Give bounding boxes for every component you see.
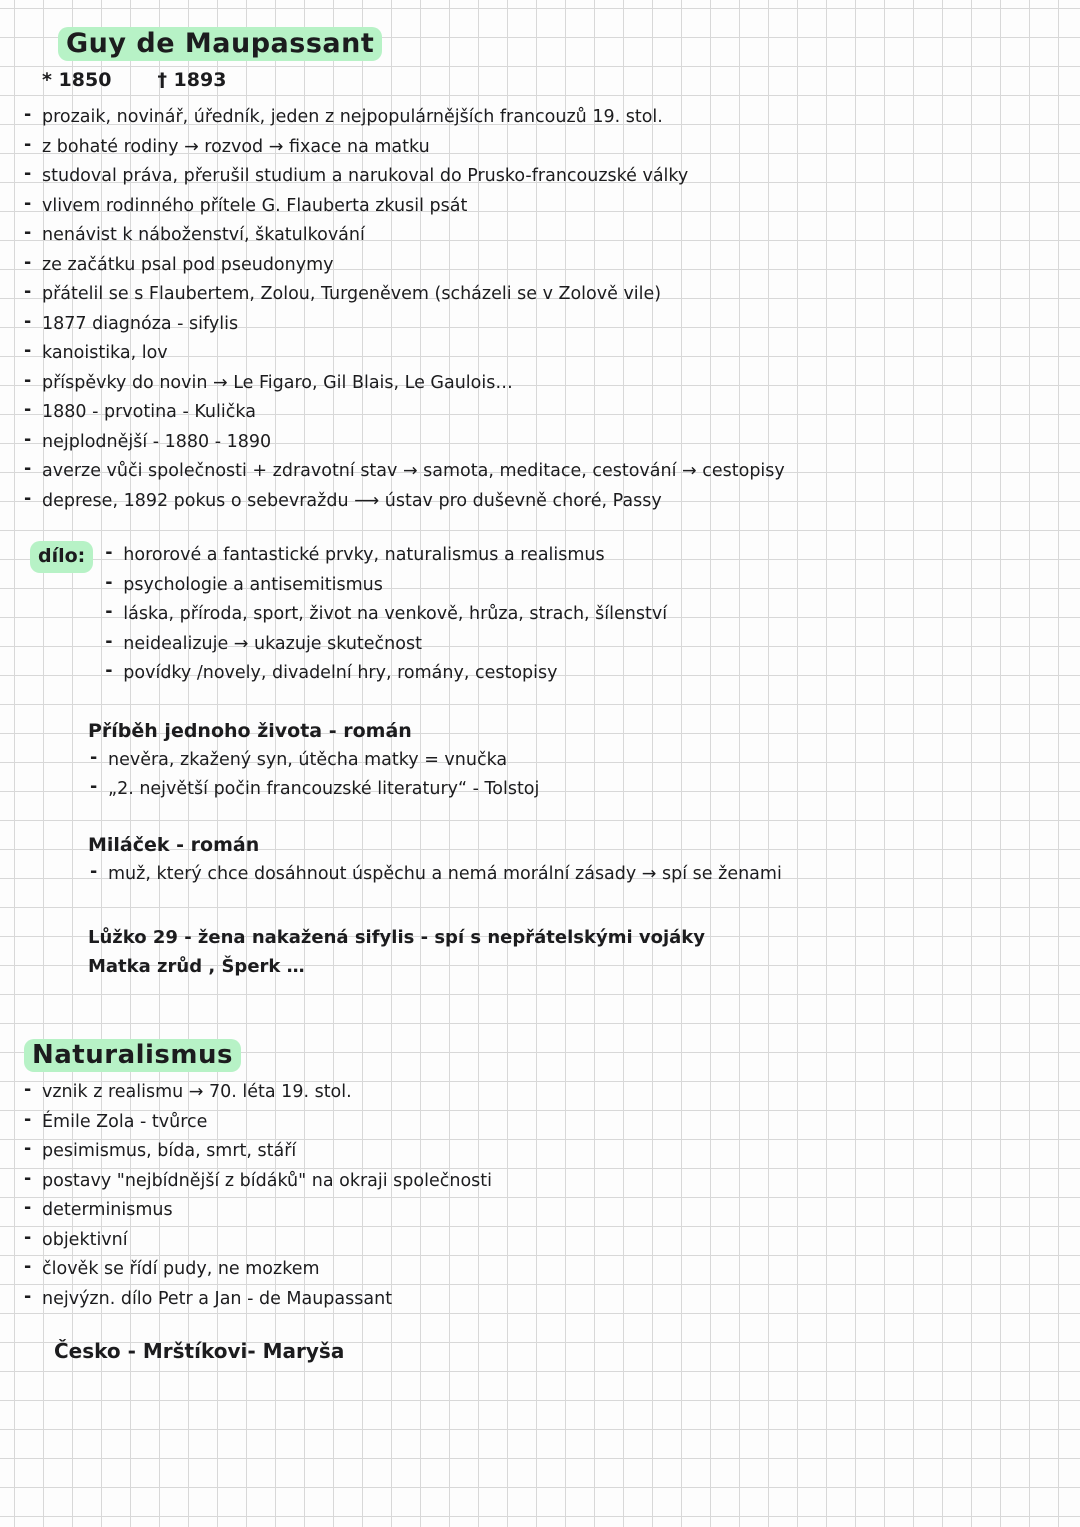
dilo-bullet: - povídky /novely, divadelní hry, romány, cestopisy xyxy=(103,659,667,689)
bio-bullet: - kanoistika, lov xyxy=(22,339,1060,369)
work-bullet: - „2. největší počin francouzské literatury“ - Tolstoj xyxy=(88,775,1060,805)
bio-bullet: - prozaik, novinář, úředník, jeden z nejpopulárnějších francouzů 19. stol. xyxy=(22,103,1060,133)
bio-bullet: - 1880 - prvotina - Kulička xyxy=(22,398,1060,428)
footer-note: Česko - Mrštíkovi- Maryša xyxy=(54,1339,345,1363)
naturalismus-bullet: - nejvýzn. dílo Petr a Jan - de Maupassant xyxy=(22,1285,1060,1315)
naturalismus-bullet-list xyxy=(22,1078,1060,1314)
bio-bullet: - deprese, 1892 pokus o sebevraždu ⟶ ústav pro duševně choré, Passy xyxy=(22,487,1060,517)
work-bullet: - nevěra, zkažený syn, útěcha matky = vnučka xyxy=(88,746,1060,776)
bio-bullet: - vlivem rodinného přítele G. Flauberta zkusil psát xyxy=(22,192,1060,222)
work-note-line: Lůžko 29 - žena nakažená sifylis - spí s nepřátelskými vojáky xyxy=(88,927,706,948)
page-title: Guy de Maupassant xyxy=(58,27,382,61)
work-bullet-list xyxy=(88,746,1060,805)
work-block xyxy=(88,923,1060,981)
work-block xyxy=(88,717,1060,805)
naturalismus-heading-row xyxy=(24,1035,1060,1078)
dilo-bullet: - hororové a fantastické prvky, naturalismus a realismus xyxy=(103,541,667,571)
naturalismus-bullet: - pesimismus, bída, smrt, stáří xyxy=(22,1137,1060,1167)
bio-bullet: - přátelil se s Flaubertem, Zolou, Turgeněvem (scházeli se v Zolově vile) xyxy=(22,280,1060,310)
bio-bullet: - z bohaté rodiny → rozvod → fixace na matku xyxy=(22,133,1060,163)
naturalismus-bullet: - determinismus xyxy=(22,1196,1060,1226)
bio-bullet: - averze vůči společnosti + zdravotní stav → samota, meditace, cestování → cestopisy xyxy=(22,457,1060,487)
death-year: † 1893 xyxy=(157,69,227,91)
naturalismus-bullet: - člověk se řídí pudy, ne mozkem xyxy=(22,1255,1060,1285)
work-title: Miláček - román xyxy=(88,833,260,856)
bio-bullet: - nejplodnější - 1880 - 1890 xyxy=(22,428,1060,458)
bio-bullet: - 1877 diagnóza - sifylis xyxy=(22,310,1060,340)
bio-bullet: - nenávist k náboženství, škatulkování xyxy=(22,221,1060,251)
work-bullet: - muž, který chce dosáhnout úspěchu a nemá morální zásady → spí se ženami xyxy=(88,860,1060,890)
bio-bullet: - příspěvky do novin → Le Figaro, Gil Blais, Le Gaulois… xyxy=(22,369,1060,399)
dilo-label: dílo: xyxy=(30,541,93,573)
work-block xyxy=(88,831,1060,890)
bio-bullet: - studoval práva, přerušil studium a narukoval do Prusko-francouzské války xyxy=(22,162,1060,192)
naturalismus-bullet: - objektivní xyxy=(22,1226,1060,1256)
bio-bullet-list xyxy=(22,103,1060,516)
naturalismus-bullet: - vznik z realismu → 70. léta 19. stol. xyxy=(22,1078,1060,1108)
naturalismus-bullet: - postavy "nejbídnější z bídáků" na okraji společnosti xyxy=(22,1167,1060,1197)
work-note-line: Matka zrůd , Šperk … xyxy=(88,956,305,977)
dilo-bullet: - neidealizuje → ukazuje skutečnost xyxy=(103,630,667,660)
section-heading: Naturalismus xyxy=(24,1039,241,1072)
dilo-bullet: - psychologie a antisemitismus xyxy=(103,571,667,601)
life-dates xyxy=(42,67,1060,93)
dilo-section xyxy=(30,541,1060,689)
work-bullet-list xyxy=(88,860,1060,890)
dilo-bullet: - láska, příroda, sport, život na venkově, hrůza, strach, šílenství xyxy=(103,600,667,630)
naturalismus-bullet: - Émile Zola - tvůrce xyxy=(22,1108,1060,1138)
dilo-bullet-list xyxy=(103,541,667,689)
work-title: Příběh jednoho života - román xyxy=(88,719,412,742)
bio-bullet: - ze začátku psal pod pseudonymy xyxy=(22,251,1060,281)
title-row xyxy=(58,24,1060,67)
birth-year: * 1850 xyxy=(42,69,112,91)
